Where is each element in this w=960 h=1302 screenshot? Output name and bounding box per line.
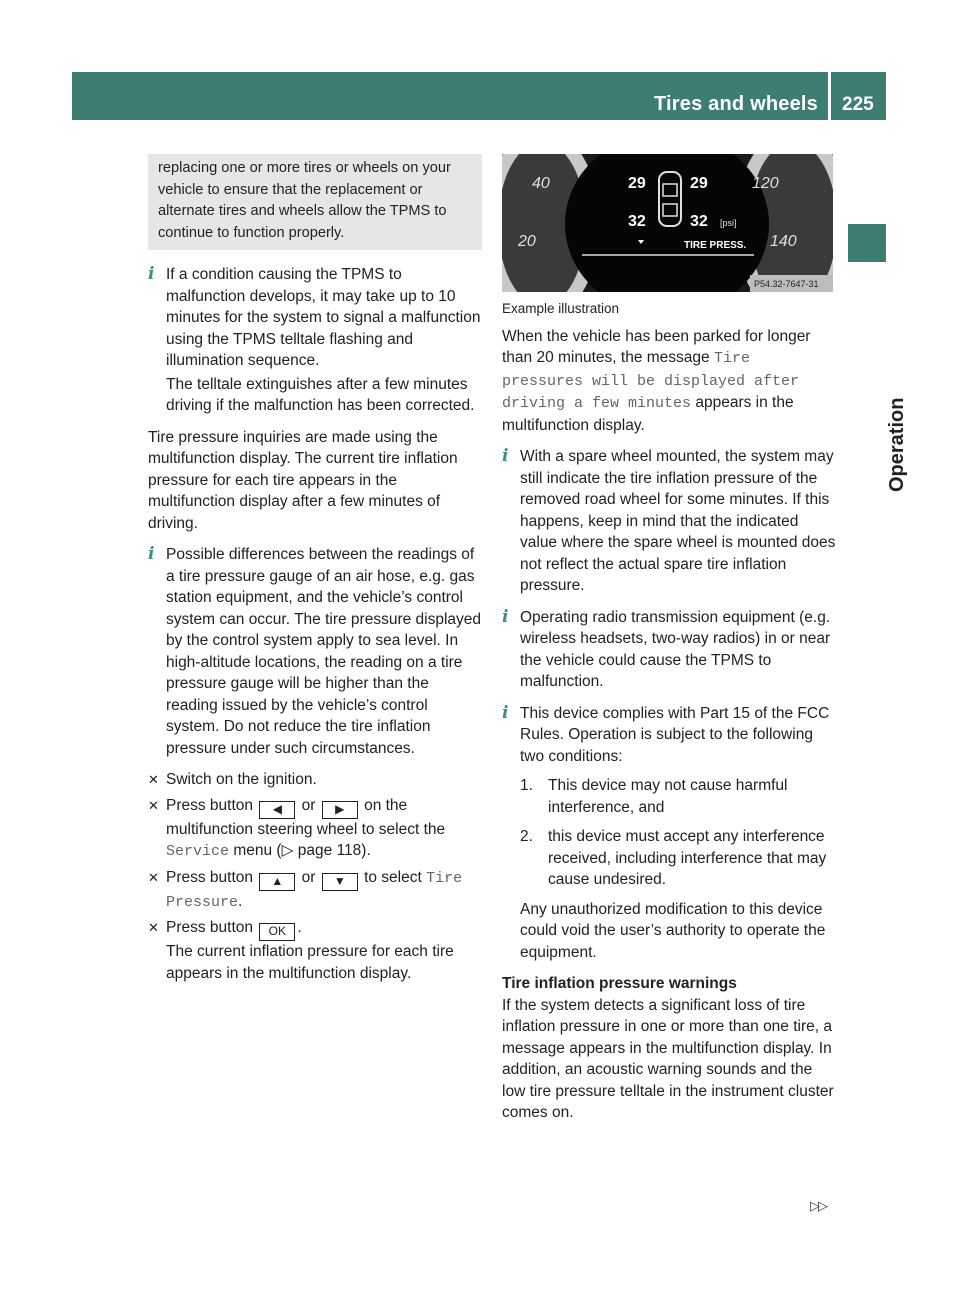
info-text: With a spare wheel mounted, the system may still indicate the tire inflation pressure of the removed road wheel for some minutes. If this happens, keep in mind that the indicated value where the spare wheel is mounted does not reflect the actual spare tire inflation pressure. — [520, 448, 836, 594]
speed-label: 120 — [752, 175, 779, 192]
tire-pressure-rear-left: 32 — [628, 213, 646, 230]
step-arrow-icon: ✕ — [148, 869, 159, 885]
left-column — [148, 154, 482, 988]
continue-arrows-icon: ▷▷ — [810, 1198, 826, 1213]
info-icon: i — [502, 606, 509, 627]
info-text: Operating radio transmission equipment (e.g. wireless headsets, two-way radios) in or near the vehicle could cause the TPMS to malfunction. — [520, 608, 831, 690]
figure-code: P54.32-7647-31 — [754, 279, 819, 289]
list-item — [520, 826, 836, 891]
body-text: When the vehicle has been parked for longer than 20 minutes, the message — [502, 327, 811, 366]
pressure-unit: [psi] — [720, 218, 737, 228]
side-tab-label: Operation — [886, 397, 908, 492]
header-bar — [72, 72, 886, 120]
instruction-step — [148, 795, 482, 863]
display-message: Tire pressures will be displayed after driving a few minutes — [502, 350, 800, 412]
step-text: on the multifunction steering wheel to select the — [166, 796, 446, 838]
step-text: The current inflation pressure for each tire appears in the multifunction display. — [166, 943, 454, 982]
info-icon: i — [502, 446, 509, 466]
step-arrow-icon: ✕ — [148, 797, 159, 813]
step-text: Switch on the ignition. — [166, 771, 317, 788]
tire-pressure-front-right: 29 — [690, 175, 708, 192]
tire-pressure-rear-right: 32 — [690, 213, 708, 230]
ok-key-icon: OK — [259, 923, 295, 941]
info-note — [502, 446, 836, 597]
speed-label: 20 — [518, 233, 536, 250]
info-text: This device complies with Part 15 of the FCC Rules. Operation is subject to the following two conditions: — [520, 704, 830, 765]
list-number: 1. — [520, 777, 533, 794]
list-text: this device must accept any interference received, including interference that may cause undesired. — [548, 828, 827, 888]
step-text: or — [301, 796, 316, 814]
info-note — [502, 607, 836, 693]
header-divider — [828, 72, 831, 120]
list-text: This device may not cause harmful interference, and — [548, 777, 788, 816]
info-text: Any unauthorized modification to this device could void the user’s authority to operate the equipment. — [520, 900, 826, 961]
step-text: Press button — [166, 796, 254, 814]
instrument-cluster-illustration — [502, 154, 833, 292]
side-tab-marker — [848, 224, 886, 262]
step-text: . — [238, 892, 243, 910]
menu-name: Tire Pressure — [166, 869, 463, 911]
info-icon: i — [148, 264, 155, 284]
step-text: or — [301, 868, 316, 886]
body-paragraph: If the system detects a significant loss of tire inflation pressure in one or more than one tire, a message appears in the multifunction display. In addition, an acoustic warning sounds and the low tire pressure telltale in the instrument cluster comes on. — [502, 996, 834, 1121]
step-text: Press button — [166, 868, 254, 886]
list-item — [520, 775, 836, 818]
note-box: replacing one or more tires or wheels on your vehicle to ensure that the replacement or alternate tires and wheels allow the TPMS to continue to function properly. — [148, 154, 482, 250]
page-number: 225 — [842, 94, 874, 115]
step-text: . — [297, 919, 302, 936]
info-icon: i — [502, 702, 509, 723]
info-text: The telltale extinguishes after a few minutes driving if the malfunction has been corrected. — [166, 375, 475, 414]
instruction-step — [148, 867, 482, 914]
display-label: TIRE PRESS. — [684, 240, 747, 251]
section-title: Tires and wheels — [653, 93, 818, 115]
step-text: to select — [364, 868, 422, 886]
step-arrow-icon: ✕ — [148, 772, 159, 787]
section-heading: Tire inflation pressure warnings — [502, 975, 737, 992]
list-number: 2. — [520, 828, 533, 845]
speed-label: 140 — [770, 233, 797, 250]
instruction-step — [148, 917, 482, 984]
right-column — [502, 154, 836, 1134]
step-arrow-icon: ✕ — [148, 920, 159, 935]
right-arrow-key-icon: ▶ — [322, 801, 358, 819]
body-paragraph: Tire pressure inquiries are made using the multifunction display. The current tire inflation pressure for each tire appears in the multifunction display after a few minutes of driving. — [148, 428, 458, 532]
side-tab — [848, 120, 908, 492]
left-arrow-key-icon: ◀ — [259, 801, 295, 819]
instruction-step — [148, 769, 482, 791]
tire-pressure-front-left: 29 — [628, 175, 646, 192]
step-text: menu (▷ page 118). — [233, 842, 371, 859]
info-icon: i — [148, 544, 155, 564]
body-text: appears in the multifunction display. — [502, 394, 794, 434]
info-note — [502, 703, 836, 964]
figure-caption: Example illustration — [502, 301, 620, 316]
step-text: Press button — [166, 919, 254, 936]
info-note — [148, 264, 482, 417]
info-note — [148, 544, 482, 759]
down-arrow-key-icon: ▼ — [322, 873, 358, 891]
info-text: Possible differences between the readings of a tire pressure gauge of an air hose, e.g. gas station equipment, and the vehicle’s control system can occur. The tire pressure displayed by the control system apply to sea level. In high-altitude locations, the reading on a tire pressure gauge will be higher than the reading issued by the vehicle’s control system. Do not reduce the tire inflation pressure under such circumstances. — [166, 546, 482, 757]
menu-name: Service — [166, 843, 230, 860]
up-arrow-key-icon: ▲ — [259, 873, 295, 891]
speed-label: 40 — [532, 175, 550, 192]
body-paragraph — [502, 326, 836, 437]
info-text: If a condition causing the TPMS to malfunction develops, it may take up to 10 minutes for the system to signal a malfunction using the TPMS telltale flashing and illumination sequence. — [166, 266, 481, 369]
